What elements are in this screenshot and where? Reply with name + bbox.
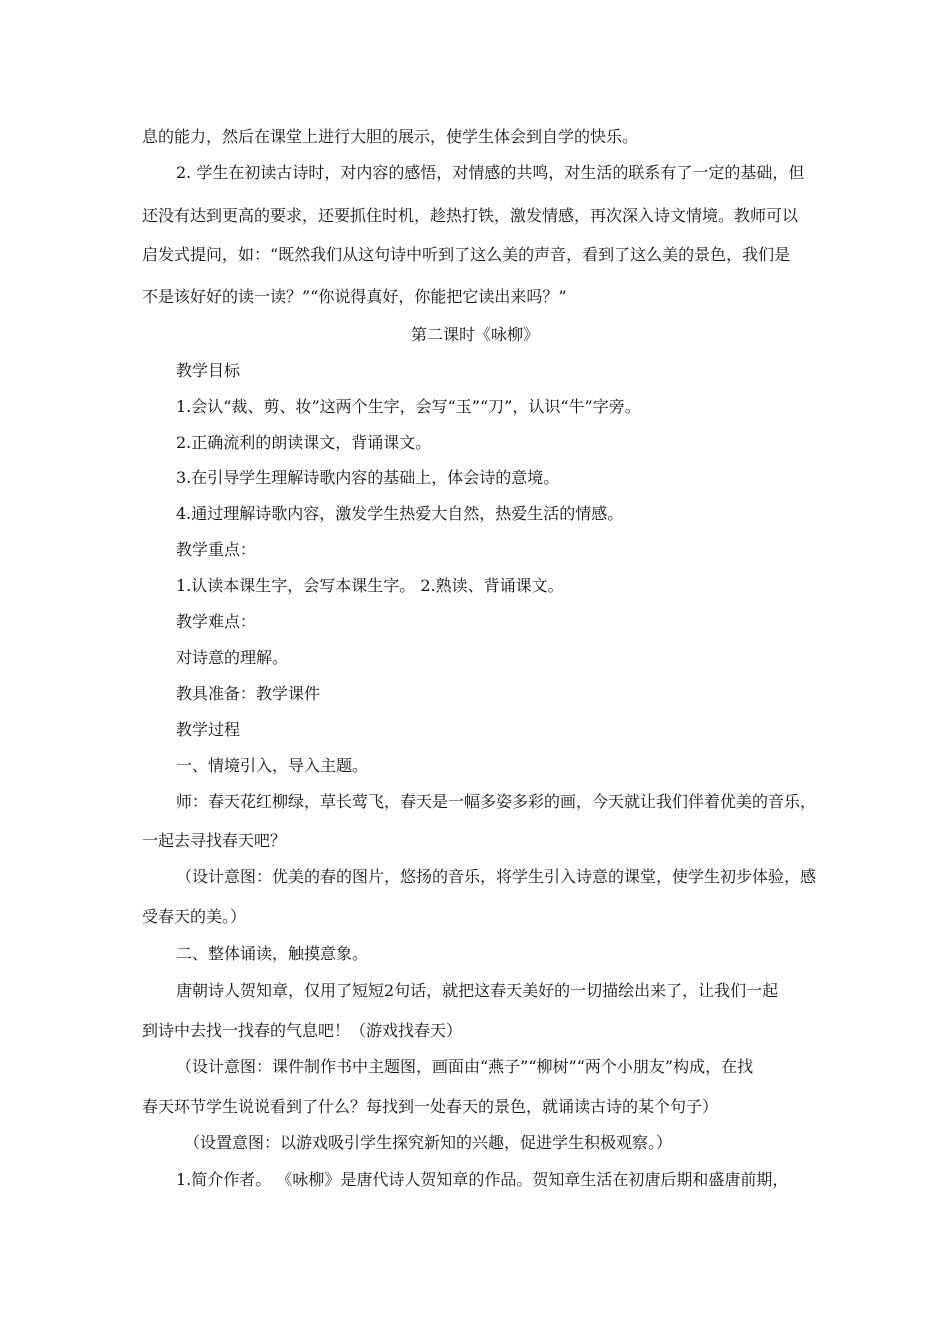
materials-text: 教具准备：教学课件 bbox=[176, 684, 321, 703]
text-line: （设计意图：优美的春的图片，悠扬的音乐，将学生引入诗意的课堂，使学生初步体验，感 bbox=[176, 867, 817, 886]
heading-process: 教学过程 bbox=[176, 720, 241, 739]
text-line: 到诗中去找一找春的气息吧！（游戏找春天） bbox=[142, 1021, 463, 1040]
text-line: 唐朝诗人贺知章，仅用了短短2句话，就把这春天美好的一切描绘出来了，让我们一起 bbox=[176, 981, 779, 1000]
heading-key-points: 教学重点： bbox=[176, 540, 257, 559]
text-line: 还没有达到更高的要求，还要抓住时机，趁热打铁，激发情感，再次深入诗文情境。教师可以 bbox=[142, 206, 799, 225]
text-line: 2. 学生在初读古诗时，对内容的感悟，对情感的共鸣，对生活的联系有了一定的基础，但 bbox=[176, 163, 805, 182]
heading-teaching-goals: 教学目标 bbox=[176, 361, 241, 380]
step-heading: 一、情境引入，导入主题。 bbox=[176, 756, 369, 775]
text-line: 春天环节学生说说看到了什么？每找到一处春天的景色，就诵读古诗的某个句子） bbox=[142, 1097, 719, 1116]
text-line: 1.简介作者。 《咏柳》是唐代诗人贺知章的作品。贺知章生活在初唐后期和盛唐前期， bbox=[176, 1170, 789, 1189]
heading-difficulties: 教学难点： bbox=[176, 612, 257, 631]
step-heading: 二、整体诵读，触摸意象。 bbox=[176, 944, 369, 963]
goal-item: 2.正确流利的朗读课文，背诵课文。 bbox=[176, 433, 432, 452]
goal-item: 1.会认“裁、剪、妆”这两个生字，会写“玉”“刀”，认识“牛”字旁。 bbox=[176, 397, 641, 416]
text-line: 不是该好好的读一读？”“你说得真好，你能把它读出来吗？” bbox=[142, 287, 567, 306]
text-line: （设计意图：课件制作书中主题图，画面由“燕子”“柳树”“两个小朋友”构成，在找 bbox=[176, 1057, 754, 1076]
goal-item: 3.在引导学生理解诗歌内容的基础上，体会诗的意境。 bbox=[176, 468, 560, 487]
text-line: （设置意图：以游戏吸引学生探究新知的兴趣，促进学生积极观察。） bbox=[184, 1133, 673, 1152]
section-title: 第二课时《咏柳》 bbox=[410, 325, 539, 344]
difficulties-text: 对诗意的理解。 bbox=[176, 648, 289, 667]
text-line: 受春天的美。） bbox=[142, 907, 247, 926]
goal-item: 4.通过理解诗歌内容，激发学生热爱大自然，热爱生活的情感。 bbox=[176, 504, 624, 523]
text-line: 息的能力，然后在课堂上进行大胆的展示，使学生体会到自学的快乐。 bbox=[142, 127, 639, 146]
text-line: 一起去寻找春天吧？ bbox=[142, 831, 287, 850]
key-points-text: 1.认读本课生字，会写本课生字。 2.熟读、背诵课文。 bbox=[176, 576, 564, 595]
text-line: 启发式提问，如：“既然我们从这句诗中听到了这么美的声音，看到了这么美的景色，我们是 bbox=[142, 245, 791, 264]
text-line: 师：春天花红柳绿，草长莺飞，春天是一幅多姿多彩的画，今天就让我们伴着优美的音乐， bbox=[176, 792, 817, 811]
